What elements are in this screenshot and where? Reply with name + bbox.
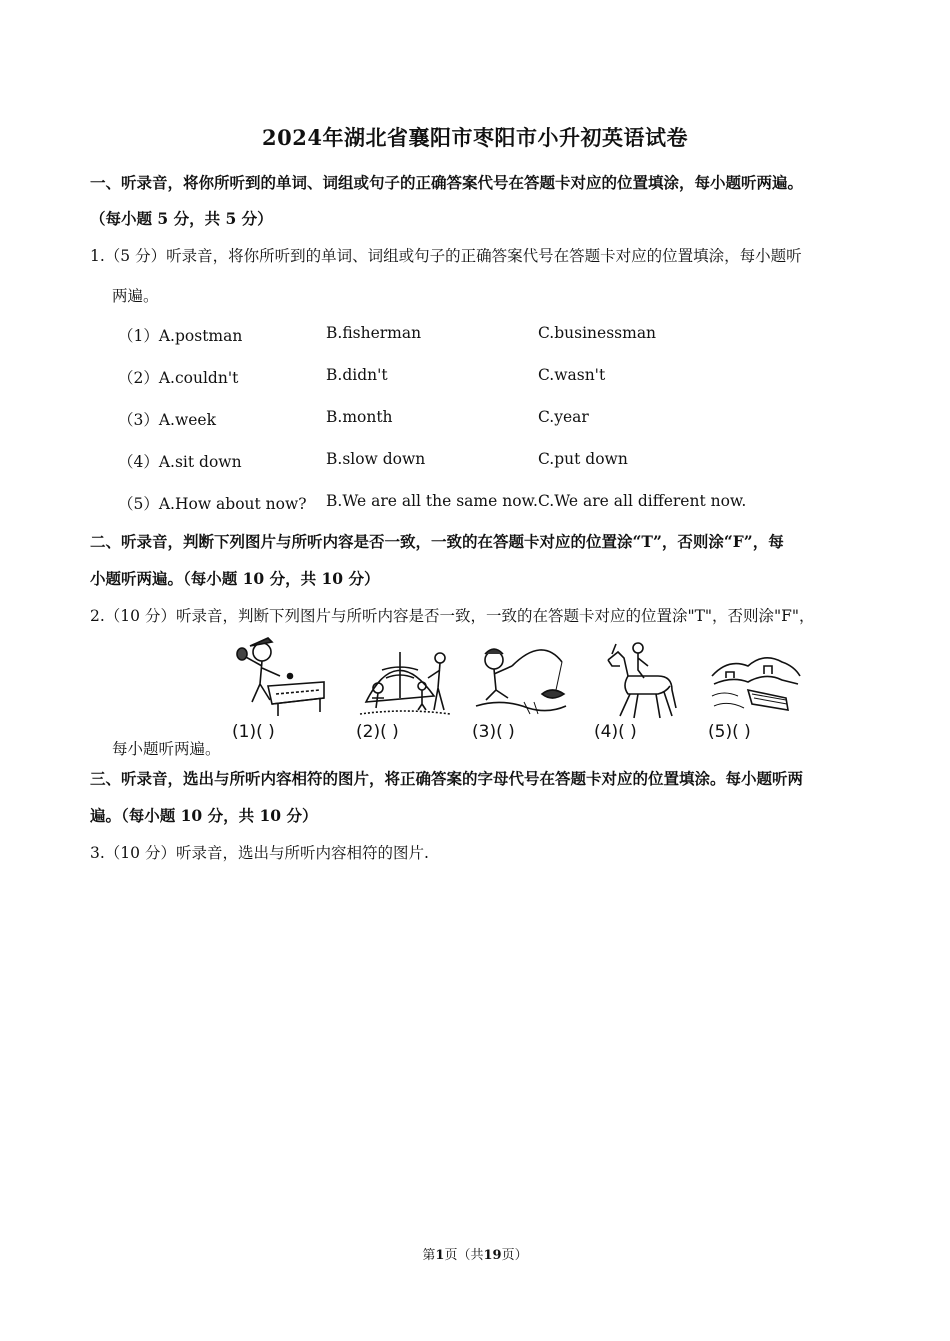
option-c: C.We are all different now. [538, 492, 747, 510]
question-1-text-cont: 两遍。 [112, 287, 159, 305]
exam-title: 2024年湖北省襄阳市枣阳市小升初英语试卷 [262, 125, 688, 150]
option-c: C.put down [538, 450, 628, 468]
option-c: C.year [538, 408, 589, 426]
section-3-heading: 三、听录音，选出与所听内容相符的图片，将正确答案的字母代号在答题卡对应的位置填涂。每小题听两 [90, 769, 804, 788]
section-1-heading-score: （每小题 5 分，共 5 分） [90, 209, 273, 228]
question-1-option-row-3 [118, 408, 838, 432]
option-c: C.wasn't [538, 366, 606, 384]
picture-5-label: (5)( ) [708, 722, 751, 742]
footer-suffix: 页） [501, 1248, 528, 1263]
footer-prefix: 第 [422, 1248, 436, 1263]
page-number: 1 [435, 1248, 445, 1263]
picture-1 [232, 636, 328, 746]
footer-middle: 页（共 [444, 1248, 484, 1263]
question-3-text: 3.（10 分）听录音，选出与所听内容相符的图片. [90, 844, 429, 862]
question-2-text-cont: 每小题听两遍。 [112, 740, 221, 758]
camping-tent-illustration [356, 636, 452, 722]
option-c: C.businessman [538, 324, 657, 342]
picture-4-label: (4)( ) [594, 722, 637, 742]
question-2-text: 2.（10 分）听录音，判断下列图片与所听内容是否一致，一致的在答题卡对应的位置涂"T"，否则涂"F"， [90, 607, 815, 625]
option-b: B.We are all the same now. [326, 492, 538, 510]
picture-3-label: (3)( ) [472, 722, 515, 742]
section-3-heading-score: 遍。（每小题 10 分，共 10 分） [90, 806, 318, 825]
section-1-heading: 一、听录音，将你所听到的单词、词组或句子的正确答案代号在答题卡对应的位置填涂，每小题听两遍。 [90, 173, 804, 192]
question-1-option-row-5 [118, 492, 838, 516]
fishing-illustration [472, 636, 568, 722]
great-wall-illustration [708, 636, 804, 722]
picture-4 [594, 636, 690, 746]
table-tennis-illustration [232, 636, 328, 722]
horse-riding-illustration [594, 636, 690, 722]
option-a: （4）A.sit down [118, 453, 242, 471]
picture-2 [356, 636, 452, 746]
picture-5 [708, 636, 804, 746]
section-2-heading: 二、听录音，判断下列图片与所听内容是否一致，一致的在答题卡对应的位置涂“T”，否则涂“F”，每 [90, 532, 784, 551]
picture-1-label: (1)( ) [232, 722, 275, 742]
option-a: （5）A.How about now? [118, 495, 307, 513]
option-b: B.month [326, 408, 393, 426]
option-b: B.fisherman [326, 324, 422, 342]
question-1-option-row-2 [118, 366, 838, 390]
question-1-option-row-1 [118, 324, 838, 348]
page-total: 19 [483, 1248, 502, 1263]
question-1-text: 1.（5 分）听录音，将你所听到的单词、词组或句子的正确答案代号在答题卡对应的位置填涂，每小题听 [90, 247, 802, 265]
page-footer [0, 1244, 950, 1263]
picture-2-label: (2)( ) [356, 722, 399, 742]
option-b: B.didn't [326, 366, 388, 384]
option-a: （1）A.postman [118, 327, 243, 345]
section-2-heading-score: 小题听两遍。（每小题 10 分，共 10 分） [90, 569, 380, 588]
option-b: B.slow down [326, 450, 426, 468]
picture-3 [472, 636, 568, 746]
option-a: （3）A.week [118, 411, 216, 429]
question-1-option-row-4 [118, 450, 838, 474]
option-a: （2）A.couldn't [118, 369, 239, 387]
